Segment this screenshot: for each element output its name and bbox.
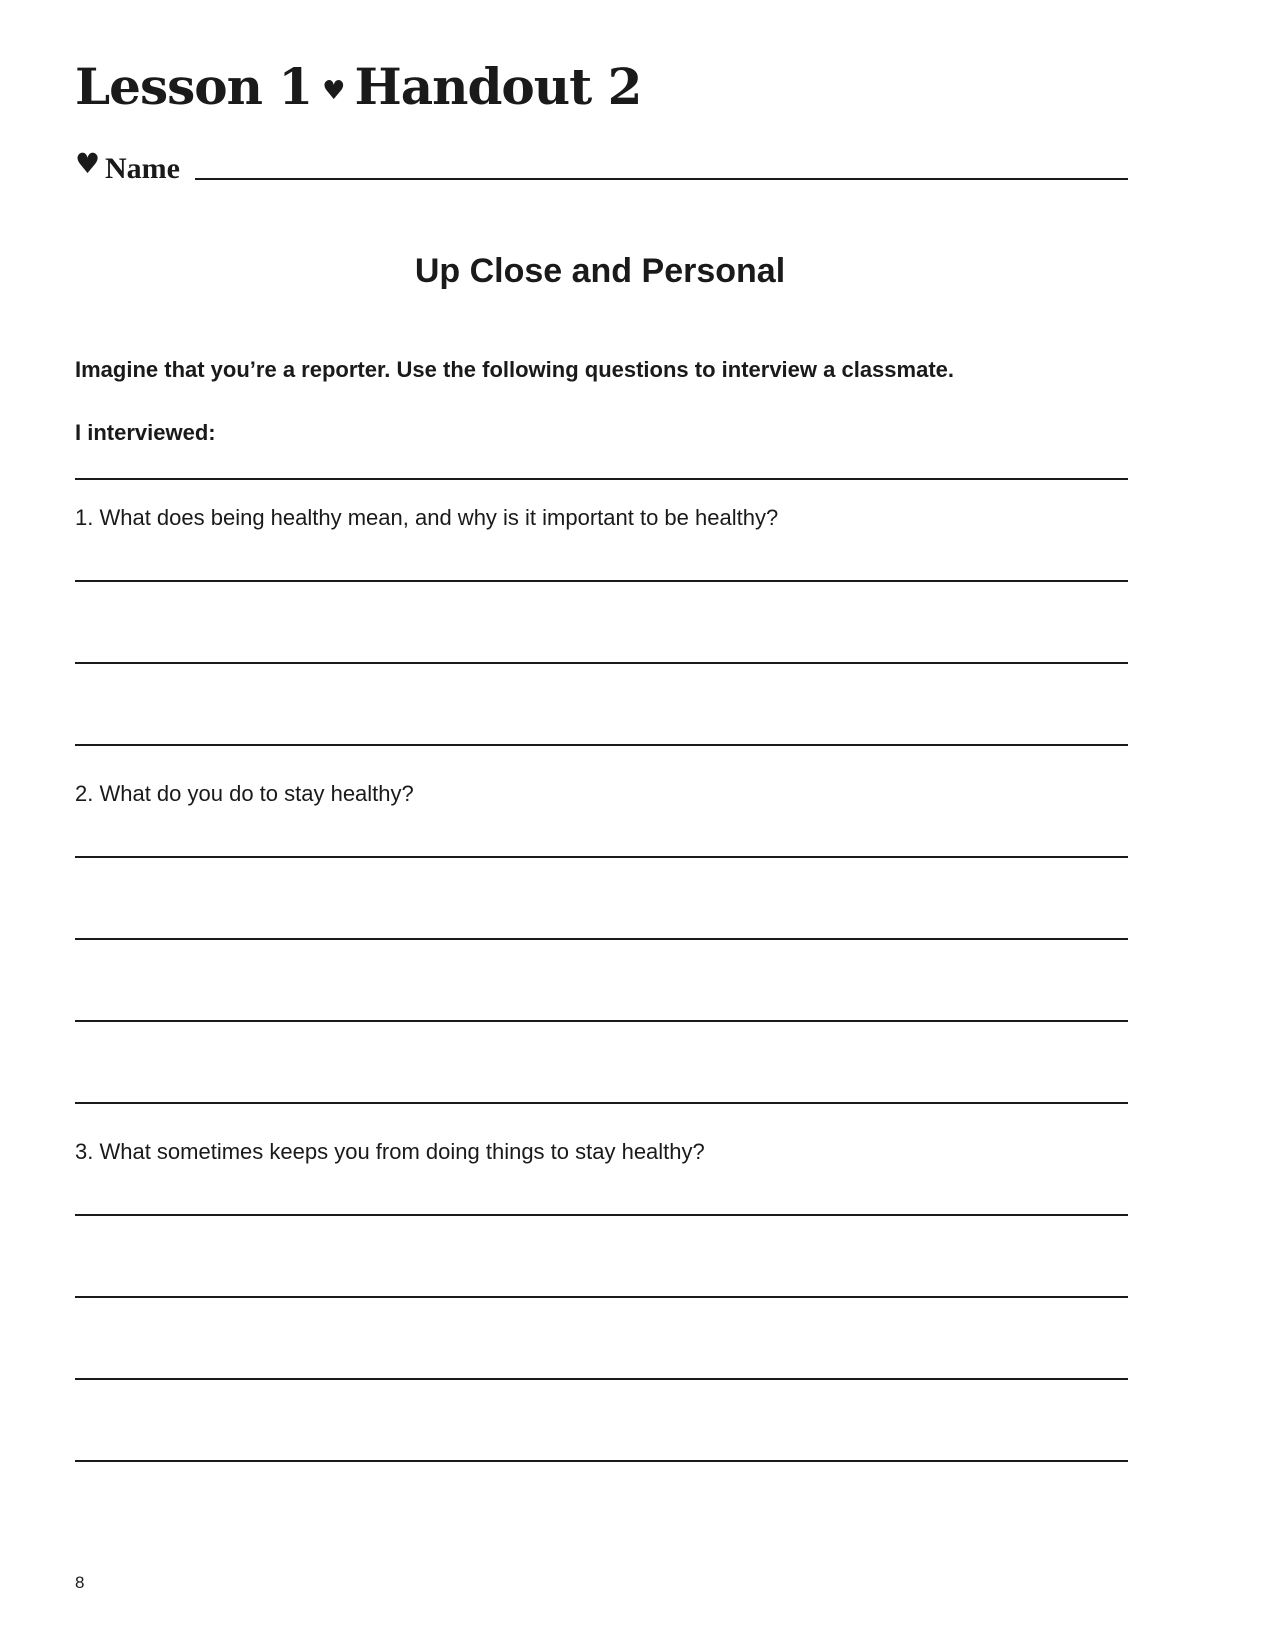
name-write-line[interactable] xyxy=(195,178,1128,180)
answer-line-3-1[interactable] xyxy=(75,1214,1128,1216)
handout-label: Handout 2 xyxy=(354,57,642,116)
lesson-label: Lesson 1 xyxy=(75,57,313,116)
answer-line-3-4[interactable] xyxy=(75,1460,1128,1462)
question-3: 3. What sometimes keeps you from doing things to stay healthy? xyxy=(75,1139,705,1164)
page-number: 8 xyxy=(75,1573,85,1592)
answer-line-1-2[interactable] xyxy=(75,662,1128,664)
page-header xyxy=(75,57,642,116)
name-label: Name xyxy=(105,152,180,185)
question-1: 1. What does being healthy mean, and why is it important to be healthy? xyxy=(75,505,779,530)
instructions: Imagine that you’re a reporter. Use the following questions to interview a classmate. xyxy=(75,357,955,382)
answer-line-3-2[interactable] xyxy=(75,1296,1128,1298)
worksheet-title: Up Close and Personal xyxy=(414,252,786,290)
answer-line-1-3[interactable] xyxy=(75,744,1128,746)
interviewed-label: I interviewed: xyxy=(75,420,216,445)
answer-line-2-3[interactable] xyxy=(75,1020,1128,1022)
answer-line-1-1[interactable] xyxy=(75,580,1128,582)
answer-line-2-1[interactable] xyxy=(75,856,1128,858)
heart-separator-icon: ♥ xyxy=(322,76,345,106)
answer-line-2-4[interactable] xyxy=(75,1102,1128,1104)
answer-line-3-3[interactable] xyxy=(75,1378,1128,1380)
question-2: 2. What do you do to stay healthy? xyxy=(75,781,414,806)
answer-line-2-2[interactable] xyxy=(75,938,1128,940)
interviewed-write-line[interactable] xyxy=(75,478,1128,480)
name-field[interactable] xyxy=(75,148,1128,188)
heart-icon: ♥ xyxy=(75,147,101,180)
